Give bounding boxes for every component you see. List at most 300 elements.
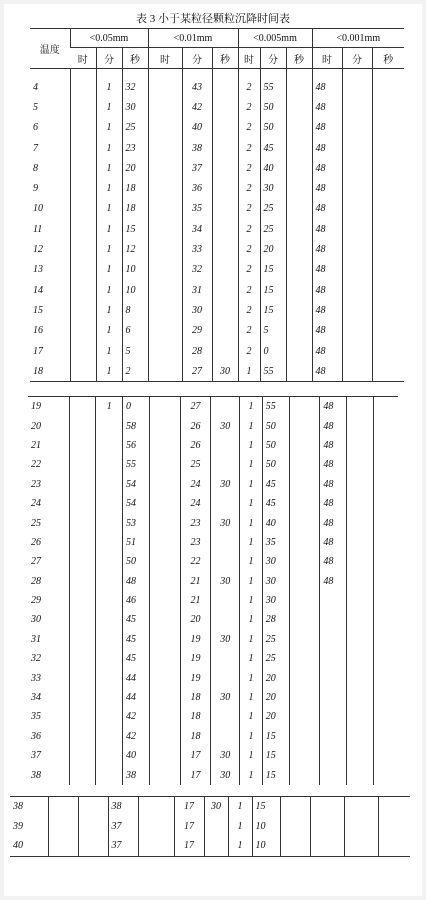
table-row xyxy=(28,416,398,435)
time-cell: 32 xyxy=(182,260,212,280)
temperature-cell: 36 xyxy=(31,730,41,742)
time-cell xyxy=(211,610,240,629)
time-cell: 44 xyxy=(123,688,150,707)
table-row xyxy=(10,817,410,837)
time-cell xyxy=(347,533,374,552)
time-cell: 1 xyxy=(240,436,263,455)
time-cell xyxy=(373,649,398,668)
temperature-cell: 7 xyxy=(33,142,38,154)
time-cell xyxy=(96,416,123,435)
time-cell: 1 xyxy=(96,361,122,382)
time-cell xyxy=(96,552,123,571)
time-cell: 1 xyxy=(240,765,263,784)
time-cell: 48 xyxy=(312,97,342,117)
time-cell xyxy=(342,219,372,239)
time-cell xyxy=(347,455,374,474)
time-cell xyxy=(289,436,320,455)
time-cell: 48 xyxy=(320,572,347,591)
time-cell xyxy=(342,341,372,361)
time-cell xyxy=(372,341,404,361)
time-cell: 12 xyxy=(122,239,148,259)
time-cell xyxy=(78,817,108,837)
time-cell xyxy=(320,591,347,610)
table-row xyxy=(30,260,404,280)
time-cell: 48 xyxy=(320,416,347,435)
time-cell xyxy=(344,836,378,856)
time-cell: 30 xyxy=(211,765,240,784)
time-cell xyxy=(289,688,320,707)
temperature-cell: 5 xyxy=(33,101,38,113)
time-cell xyxy=(320,668,347,687)
time-cell xyxy=(69,707,96,726)
time-cell xyxy=(289,513,320,532)
time-cell xyxy=(372,239,404,259)
time-cell xyxy=(347,630,374,649)
time-cell: 1 xyxy=(240,397,263,417)
table-row xyxy=(10,836,410,856)
table-row xyxy=(30,178,404,198)
time-cell: 48 xyxy=(320,513,347,532)
time-cell xyxy=(149,630,180,649)
time-cell xyxy=(212,239,238,259)
time-cell: 10 xyxy=(252,836,280,856)
time-cell xyxy=(69,552,96,571)
time-cell: 25 xyxy=(260,219,286,239)
time-cell xyxy=(372,260,404,280)
time-cell xyxy=(69,494,96,513)
time-cell xyxy=(211,649,240,668)
header-group: <0.001mm xyxy=(312,29,404,48)
time-cell xyxy=(48,817,78,837)
temperature-cell: 13 xyxy=(33,264,43,276)
time-cell: 50 xyxy=(260,97,286,117)
temperature-cell: 35 xyxy=(31,711,41,723)
time-cell: 55 xyxy=(260,77,286,97)
table-row xyxy=(30,138,404,158)
time-cell xyxy=(372,361,404,382)
time-cell: 1 xyxy=(238,361,260,382)
time-cell xyxy=(289,533,320,552)
time-cell: 1 xyxy=(96,300,122,320)
time-cell xyxy=(289,416,320,435)
time-cell: 1 xyxy=(240,727,263,746)
time-cell xyxy=(69,688,96,707)
time-cell xyxy=(70,239,96,259)
time-cell xyxy=(211,591,240,610)
time-cell: 40 xyxy=(123,746,150,765)
time-cell xyxy=(69,572,96,591)
time-cell: 36 xyxy=(182,178,212,198)
time-cell: 48 xyxy=(320,533,347,552)
time-cell: 1 xyxy=(240,533,263,552)
time-cell xyxy=(289,727,320,746)
table-row xyxy=(30,219,404,239)
time-cell xyxy=(70,361,96,382)
time-cell xyxy=(69,513,96,532)
time-cell xyxy=(280,797,310,817)
time-cell xyxy=(373,494,398,513)
temperature-cell: 14 xyxy=(33,284,43,296)
time-cell xyxy=(96,765,123,784)
time-cell: 6 xyxy=(122,321,148,341)
time-cell: 2 xyxy=(238,118,260,138)
time-cell: 31 xyxy=(182,280,212,300)
temperature-cell: 8 xyxy=(33,162,38,174)
time-cell xyxy=(286,280,312,300)
time-cell: 48 xyxy=(312,118,342,138)
time-cell: 17 xyxy=(174,836,204,856)
time-cell xyxy=(96,746,123,765)
sedimentation-table-part3 xyxy=(10,796,410,857)
time-cell xyxy=(70,300,96,320)
time-cell: 48 xyxy=(312,321,342,341)
time-cell xyxy=(320,649,347,668)
time-cell: 1 xyxy=(240,649,263,668)
time-cell xyxy=(289,707,320,726)
table-row xyxy=(28,494,398,513)
time-cell xyxy=(148,260,182,280)
time-cell xyxy=(289,649,320,668)
time-cell xyxy=(347,707,374,726)
time-cell xyxy=(69,591,96,610)
time-cell: 48 xyxy=(312,199,342,219)
time-cell xyxy=(48,836,78,856)
time-cell: 2 xyxy=(238,219,260,239)
time-cell xyxy=(148,138,182,158)
time-cell: 25 xyxy=(122,118,148,138)
time-cell xyxy=(212,341,238,361)
header-unit: 时 xyxy=(312,48,342,69)
time-cell xyxy=(96,455,123,474)
header-unit: 分 xyxy=(342,48,372,69)
time-cell xyxy=(96,513,123,532)
time-cell xyxy=(289,765,320,784)
time-cell: 45 xyxy=(262,494,289,513)
time-cell xyxy=(344,817,378,837)
time-cell xyxy=(342,239,372,259)
temperature-cell: 19 xyxy=(31,401,41,413)
time-cell: 19 xyxy=(180,649,211,668)
time-cell xyxy=(347,649,374,668)
time-cell xyxy=(148,219,182,239)
time-cell: 20 xyxy=(122,158,148,178)
time-cell xyxy=(96,668,123,687)
header-unit: 分 xyxy=(182,48,212,69)
temperature-cell: 22 xyxy=(31,459,41,471)
temperature-cell: 17 xyxy=(33,345,43,357)
time-cell: 48 xyxy=(312,138,342,158)
time-cell: 1 xyxy=(228,797,252,817)
time-cell: 26 xyxy=(180,436,211,455)
time-cell xyxy=(342,77,372,97)
time-cell xyxy=(373,610,398,629)
time-cell: 30 xyxy=(211,746,240,765)
time-cell xyxy=(96,688,123,707)
time-cell xyxy=(149,707,180,726)
time-cell xyxy=(69,727,96,746)
time-cell: 30 xyxy=(182,300,212,320)
time-cell: 1 xyxy=(240,513,263,532)
time-cell xyxy=(289,630,320,649)
time-cell: 30 xyxy=(260,178,286,198)
time-cell: 35 xyxy=(182,199,212,219)
time-cell xyxy=(148,300,182,320)
time-cell xyxy=(347,746,374,765)
time-cell: 27 xyxy=(180,397,211,417)
time-cell xyxy=(69,533,96,552)
time-cell xyxy=(78,797,108,817)
time-cell xyxy=(289,397,320,417)
table-row xyxy=(30,118,404,138)
time-cell xyxy=(149,475,180,494)
time-cell xyxy=(372,280,404,300)
temperature-cell: 16 xyxy=(33,325,43,337)
time-cell xyxy=(347,688,374,707)
table-row xyxy=(30,361,404,382)
time-cell xyxy=(149,397,180,417)
time-cell: 37 xyxy=(108,836,138,856)
time-cell xyxy=(70,341,96,361)
header-unit: 秒 xyxy=(286,48,312,69)
time-cell xyxy=(286,361,312,382)
time-cell xyxy=(149,455,180,474)
time-cell: 29 xyxy=(182,321,212,341)
time-cell: 23 xyxy=(180,533,211,552)
time-cell: 35 xyxy=(262,533,289,552)
time-cell xyxy=(69,455,96,474)
time-cell xyxy=(373,455,398,474)
time-cell xyxy=(372,77,404,97)
table-row xyxy=(28,455,398,474)
time-cell: 28 xyxy=(262,610,289,629)
temperature-cell: 27 xyxy=(31,556,41,568)
time-cell: 15 xyxy=(262,746,289,765)
time-cell xyxy=(347,552,374,571)
time-cell: 48 xyxy=(320,552,347,571)
time-cell xyxy=(96,630,123,649)
time-cell: 48 xyxy=(320,455,347,474)
time-cell: 1 xyxy=(240,416,263,435)
time-cell xyxy=(212,199,238,219)
temperature-cell: 29 xyxy=(31,595,41,607)
header-unit: 分 xyxy=(96,48,122,69)
time-cell: 27 xyxy=(182,361,212,382)
time-cell xyxy=(204,836,228,856)
time-cell: 30 xyxy=(262,552,289,571)
time-cell xyxy=(212,77,238,97)
time-cell: 1 xyxy=(240,475,263,494)
temperature-cell: 23 xyxy=(31,478,41,490)
time-cell: 50 xyxy=(123,552,150,571)
time-cell: 1 xyxy=(240,630,263,649)
time-cell xyxy=(70,280,96,300)
time-cell xyxy=(96,649,123,668)
time-cell: 45 xyxy=(123,630,150,649)
time-cell xyxy=(373,533,398,552)
time-cell xyxy=(286,118,312,138)
time-cell: 1 xyxy=(96,178,122,198)
time-cell xyxy=(70,138,96,158)
table-row xyxy=(28,533,398,552)
time-cell: 25 xyxy=(262,630,289,649)
table-row xyxy=(28,610,398,629)
time-cell: 45 xyxy=(123,610,150,629)
time-cell xyxy=(342,138,372,158)
time-cell xyxy=(148,118,182,138)
time-cell xyxy=(148,341,182,361)
time-cell: 1 xyxy=(96,239,122,259)
time-cell: 2 xyxy=(238,178,260,198)
time-cell: 23 xyxy=(122,138,148,158)
time-cell: 44 xyxy=(123,668,150,687)
time-cell xyxy=(69,397,96,417)
time-cell xyxy=(148,178,182,198)
time-cell: 26 xyxy=(180,416,211,435)
time-cell xyxy=(310,797,344,817)
time-cell: 34 xyxy=(182,219,212,239)
time-cell xyxy=(289,591,320,610)
time-cell: 30 xyxy=(122,97,148,117)
time-cell: 18 xyxy=(180,727,211,746)
time-cell: 1 xyxy=(96,321,122,341)
time-cell xyxy=(342,361,372,382)
time-cell: 33 xyxy=(182,239,212,259)
time-cell xyxy=(212,300,238,320)
time-cell xyxy=(149,765,180,784)
time-cell: 48 xyxy=(312,178,342,198)
temperature-cell: 11 xyxy=(33,223,43,235)
time-cell xyxy=(149,572,180,591)
time-cell: 2 xyxy=(238,260,260,280)
table-row xyxy=(28,513,398,532)
table-row xyxy=(28,668,398,687)
time-cell xyxy=(320,707,347,726)
time-cell xyxy=(373,707,398,726)
header-unit: 时 xyxy=(238,48,260,69)
time-cell xyxy=(372,158,404,178)
time-cell: 1 xyxy=(96,118,122,138)
time-cell xyxy=(149,533,180,552)
time-cell xyxy=(347,397,374,417)
time-cell: 37 xyxy=(182,158,212,178)
time-cell xyxy=(347,436,374,455)
time-cell xyxy=(149,727,180,746)
time-cell xyxy=(347,591,374,610)
time-cell: 15 xyxy=(262,765,289,784)
temperature-cell: 40 xyxy=(13,840,23,852)
time-cell: 58 xyxy=(123,416,150,435)
time-cell xyxy=(289,475,320,494)
time-cell xyxy=(70,178,96,198)
time-cell: 1 xyxy=(228,836,252,856)
time-cell xyxy=(373,552,398,571)
header-unit: 时 xyxy=(77,54,88,66)
time-cell xyxy=(286,321,312,341)
time-cell xyxy=(310,817,344,837)
time-cell xyxy=(148,97,182,117)
time-cell xyxy=(69,436,96,455)
header-unit: 秒 xyxy=(122,48,148,69)
time-cell xyxy=(138,797,174,817)
time-cell: 30 xyxy=(211,513,240,532)
time-cell: 24 xyxy=(180,475,211,494)
time-cell: 1 xyxy=(96,341,122,361)
time-cell: 46 xyxy=(123,591,150,610)
time-cell: 56 xyxy=(123,436,150,455)
time-cell: 8 xyxy=(122,300,148,320)
time-cell xyxy=(212,97,238,117)
time-cell: 30 xyxy=(211,630,240,649)
temperature-cell: 18 xyxy=(33,365,43,377)
time-cell xyxy=(148,361,182,382)
temperature-cell: 12 xyxy=(33,244,43,256)
time-cell: 48 xyxy=(312,239,342,259)
time-cell xyxy=(280,836,310,856)
time-cell: 15 xyxy=(260,260,286,280)
time-cell xyxy=(289,552,320,571)
time-cell xyxy=(138,836,174,856)
time-cell xyxy=(69,475,96,494)
table-row xyxy=(28,630,398,649)
time-cell xyxy=(212,260,238,280)
time-cell: 42 xyxy=(182,97,212,117)
time-cell: 2 xyxy=(238,97,260,117)
table-row xyxy=(30,321,404,341)
table-row xyxy=(28,727,398,746)
time-cell xyxy=(149,513,180,532)
time-cell xyxy=(69,630,96,649)
time-cell: 15 xyxy=(252,797,280,817)
time-cell xyxy=(373,630,398,649)
time-cell xyxy=(373,591,398,610)
time-cell: 2 xyxy=(238,321,260,341)
time-cell: 5 xyxy=(122,341,148,361)
temperature-cell: 9 xyxy=(33,183,38,195)
table-row xyxy=(28,649,398,668)
time-cell xyxy=(347,572,374,591)
time-cell xyxy=(342,97,372,117)
time-cell: 1 xyxy=(240,746,263,765)
temperature-cell: 39 xyxy=(13,820,23,832)
time-cell: 18 xyxy=(180,707,211,726)
time-cell: 15 xyxy=(122,219,148,239)
time-cell xyxy=(96,533,123,552)
time-cell xyxy=(289,668,320,687)
temperature-cell: 10 xyxy=(33,203,43,215)
time-cell xyxy=(289,746,320,765)
time-cell: 10 xyxy=(122,280,148,300)
time-cell xyxy=(212,321,238,341)
time-cell xyxy=(149,494,180,513)
time-cell: 0 xyxy=(123,397,150,417)
time-cell xyxy=(96,436,123,455)
time-cell: 1 xyxy=(240,552,263,571)
time-cell: 48 xyxy=(312,158,342,178)
temperature-cell: 30 xyxy=(31,614,41,626)
time-cell xyxy=(373,765,398,784)
time-cell: 54 xyxy=(123,494,150,513)
time-cell xyxy=(347,727,374,746)
time-cell xyxy=(347,765,374,784)
time-cell xyxy=(342,158,372,178)
time-cell xyxy=(149,688,180,707)
time-cell: 55 xyxy=(123,455,150,474)
temperature-cell: 38 xyxy=(13,801,23,813)
time-cell: 1 xyxy=(240,455,263,474)
time-cell: 1 xyxy=(96,397,123,417)
time-cell xyxy=(148,239,182,259)
time-cell: 1 xyxy=(96,260,122,280)
